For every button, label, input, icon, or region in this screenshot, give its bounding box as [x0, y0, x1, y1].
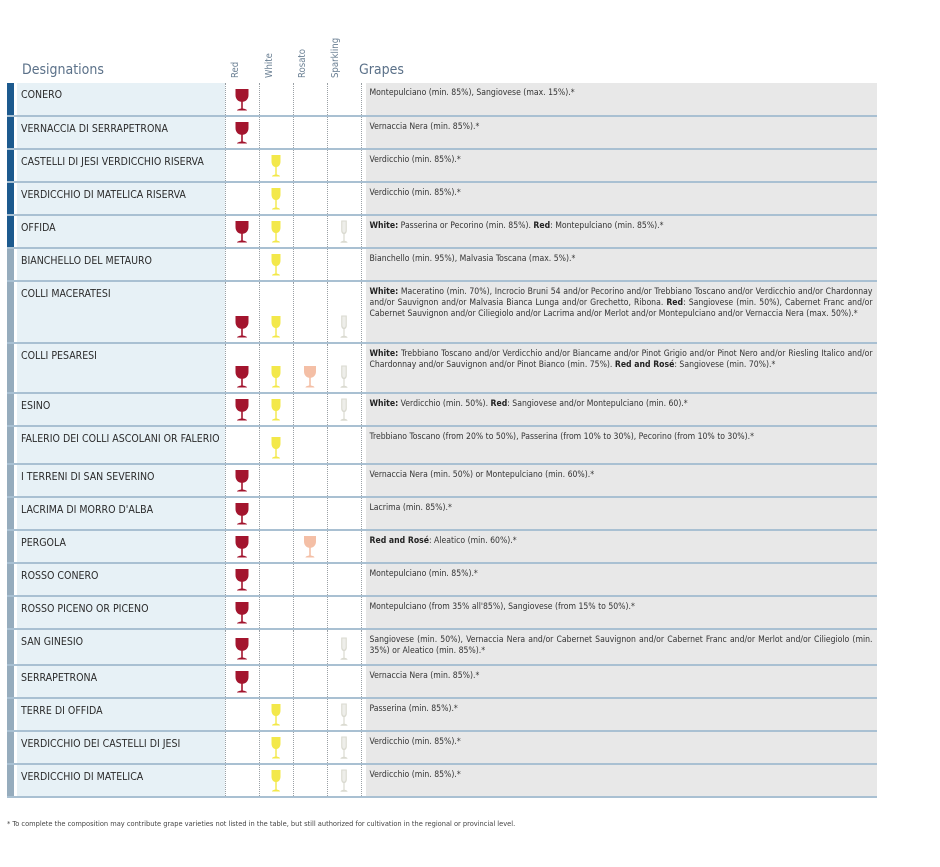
sparkling-cell: [327, 281, 361, 343]
table-row: [7, 596, 877, 629]
table-row: [7, 116, 877, 149]
grapes-text: Vernaccia Nera (min. 85%).*: [369, 122, 480, 132]
grapes-bold-label: Red and Rosé: [369, 536, 429, 546]
sparkling-cell: [327, 530, 361, 563]
sparkling-cell: [327, 343, 361, 393]
white-wine-glass-icon: [268, 703, 284, 727]
row-color-bar: [7, 343, 14, 393]
white-wine-glass-icon: [268, 220, 284, 244]
designation-name: ROSSO CONERO: [17, 563, 225, 596]
grapes-text: Verdicchio (min. 85%).*: [369, 737, 461, 747]
sparkling-cell: [327, 182, 361, 215]
red-wine-glass-icon: [234, 121, 250, 145]
red-wine-glass-icon: [234, 220, 250, 244]
white-cell: [259, 731, 293, 764]
rosato-cell: [293, 731, 327, 764]
red-header-cell: [230, 20, 242, 78]
grapes-text: Trebbiano Toscano (from 20% to 50%), Passerina (from 10% to 30%), Pecorino (from 10% to 30%).*: [369, 432, 754, 442]
grapes-text: Maceratino (min. 70%), Incrocio Bruni 54 and/or Pecorino and/or Trebbiano Toscano and/or Verdicchio and/or Chardonnay and/or Sauvignon and/or Malvasia Bianca Lunga and/or Grechetto, Ribona.: [369, 287, 873, 308]
table-row: [7, 530, 877, 563]
white-header-cell: [264, 20, 276, 78]
red-wine-glass-icon: [234, 315, 250, 339]
white-cell: [259, 497, 293, 530]
rosato-cell: [293, 698, 327, 731]
grapes-description: [366, 149, 877, 182]
designation-name: OFFIDA: [17, 215, 225, 248]
sparkling-flute-icon: [336, 365, 352, 389]
rosato-cell: [293, 563, 327, 596]
grapes-text: : Aleatico (min. 60%).*: [429, 536, 517, 546]
designation-name: COLLI MACERATESI: [17, 281, 225, 343]
white-cell: [259, 426, 293, 464]
row-color-bar: [7, 116, 14, 149]
white-cell: [259, 83, 293, 116]
rosato-cell: [293, 596, 327, 629]
grapes-description: [366, 764, 877, 797]
row-color-bar: [7, 563, 14, 596]
row-color-bar: [7, 281, 14, 343]
designation-name: I TERRENI DI SAN SEVERINO: [17, 464, 225, 497]
sparkling-cell: [327, 83, 361, 116]
rosato-cell: [293, 215, 327, 248]
white-header: White: [264, 53, 275, 78]
white-wine-glass-icon: [268, 736, 284, 760]
red-cell: [225, 281, 259, 343]
designation-name: FALERIO DEI COLLI ASCOLANI OR FALERIO: [17, 426, 225, 464]
white-cell: [259, 629, 293, 665]
rosato-cell: [293, 116, 327, 149]
grapes-text: Montepulciano (min. 85%), Sangiovese (max. 15%).*: [369, 88, 575, 98]
red-wine-glass-icon: [234, 502, 250, 526]
table-row: [7, 731, 877, 764]
grapes-bold-label: White:: [369, 349, 399, 359]
white-wine-glass-icon: [268, 365, 284, 389]
designation-name: LACRIMA DI MORRO D'ALBA: [17, 497, 225, 530]
grapes-description: [366, 497, 877, 530]
grapes-description: [366, 281, 877, 343]
red-wine-glass-icon: [234, 365, 250, 389]
grapes-text: Vernaccia Nera (min. 50%) or Montepulciano (min. 60%).*: [369, 470, 595, 480]
sparkling-flute-icon: [336, 637, 352, 661]
red-wine-glass-icon: [234, 601, 250, 625]
grapes-description: [366, 83, 877, 116]
grapes-description: [366, 530, 877, 563]
white-cell: [259, 665, 293, 698]
white-cell: [259, 698, 293, 731]
designation-name: ESINO: [17, 393, 225, 426]
white-wine-glass-icon: [268, 253, 284, 277]
rosato-header-cell: [297, 20, 309, 78]
grapes-description: [366, 426, 877, 464]
red-cell: [225, 116, 259, 149]
designation-name: VERNACCIA DI SERRAPETRONA: [17, 116, 225, 149]
rosato-cell: [293, 281, 327, 343]
rosato-cell: [293, 464, 327, 497]
designation-name: SAN GINESIO: [17, 629, 225, 665]
red-cell: [225, 182, 259, 215]
row-color-bar: [7, 149, 14, 182]
rosato-cell: [293, 764, 327, 797]
grapes-bold-label: Red: [533, 221, 551, 231]
white-cell: [259, 530, 293, 563]
grapes-text: Lacrima (min. 85%).*: [369, 503, 452, 513]
grapes-header: Grapes: [359, 62, 404, 78]
red-wine-glass-icon: [234, 535, 250, 559]
white-cell: [259, 149, 293, 182]
sparkling-cell: [327, 393, 361, 426]
table-row: [7, 248, 877, 281]
row-color-bar: [7, 426, 14, 464]
white-cell: [259, 393, 293, 426]
sparkling-cell: [327, 497, 361, 530]
white-cell: [259, 215, 293, 248]
sparkling-flute-icon: [336, 315, 352, 339]
table-row: [7, 393, 877, 426]
row-color-bar: [7, 393, 14, 426]
grapes-description: [366, 116, 877, 149]
white-cell: [259, 281, 293, 343]
row-color-bar: [7, 764, 14, 797]
grapes-description: [366, 248, 877, 281]
red-wine-glass-icon: [234, 469, 250, 493]
grapes-description: [366, 393, 877, 426]
designation-name: PERGOLA: [17, 530, 225, 563]
red-cell: [225, 426, 259, 464]
designation-name: BIANCHELLO DEL METAURO: [17, 248, 225, 281]
grapes-bold-label: White:: [369, 287, 399, 297]
sparkling-cell: [327, 596, 361, 629]
sparkling-cell: [327, 248, 361, 281]
grapes-text: Passerina (min. 85%).*: [369, 704, 458, 714]
footnote: * To complete the composition may contribute grape varieties not listed in the table, but still authorized for cultivation in the regional or provincial level.: [7, 819, 516, 828]
row-color-bar: [7, 215, 14, 248]
red-cell: [225, 596, 259, 629]
row-color-bar: [7, 182, 14, 215]
grapes-text: : Sangiovese (min. 70%).*: [674, 360, 776, 370]
white-wine-glass-icon: [268, 769, 284, 793]
red-cell: [225, 629, 259, 665]
rosato-wine-glass-icon: [302, 365, 318, 389]
table-row: [7, 629, 877, 665]
row-color-bar: [7, 248, 14, 281]
row-color-bar: [7, 665, 14, 698]
table-row: [7, 497, 877, 530]
grapes-bold-label: Red and Rosé: [614, 360, 675, 370]
white-cell: [259, 343, 293, 393]
designations-table: [7, 83, 877, 798]
row-color-bar: [7, 629, 14, 665]
row-color-bar: [7, 83, 14, 116]
red-wine-glass-icon: [234, 88, 250, 112]
grapes-description: [366, 563, 877, 596]
table-row: [7, 281, 877, 343]
sparkling-cell: [327, 149, 361, 182]
row-color-bar: [7, 731, 14, 764]
white-cell: [259, 182, 293, 215]
red-cell: [225, 248, 259, 281]
sparkling-cell: [327, 215, 361, 248]
sparkling-cell: [327, 563, 361, 596]
sparkling-flute-icon: [336, 703, 352, 727]
row-color-bar: [7, 698, 14, 731]
red-cell: [225, 764, 259, 797]
grapes-text: Montepulciano (min. 85%).*: [369, 569, 478, 579]
red-cell: [225, 698, 259, 731]
rosato-wine-glass-icon: [302, 535, 318, 559]
grapes-description: [366, 665, 877, 698]
rosato-cell: [293, 393, 327, 426]
grapes-description: [366, 629, 877, 665]
sparkling-flute-icon: [336, 398, 352, 422]
white-cell: [259, 596, 293, 629]
grapes-description: [366, 698, 877, 731]
red-header: Red: [230, 61, 241, 78]
red-cell: [225, 563, 259, 596]
red-cell: [225, 343, 259, 393]
white-cell: [259, 464, 293, 497]
red-cell: [225, 464, 259, 497]
grapes-bold-label: Red: [666, 298, 684, 308]
red-cell: [225, 83, 259, 116]
white-wine-glass-icon: [268, 187, 284, 211]
grapes-description: [366, 182, 877, 215]
designation-name: CASTELLI DI JESI VERDICCHIO RISERVA: [17, 149, 225, 182]
sparkling-flute-icon: [336, 220, 352, 244]
rosato-cell: [293, 426, 327, 464]
designation-name: CONERO: [17, 83, 225, 116]
grapes-text: : Sangiovese (min. 50%), Cabernet Franc and/or Cabernet Sauvignon and/or Ciliegiolo and/or Lacrima and/or Merlot and/or Montepulciano and/or Vernaccia Nera (max. 50%).*: [369, 298, 873, 319]
table-row: [7, 563, 877, 596]
sparkling-cell: [327, 731, 361, 764]
sparkling-header-cell: [330, 20, 342, 78]
grapes-description: [366, 731, 877, 764]
table-row: [7, 464, 877, 497]
row-color-bar: [7, 530, 14, 563]
table-row: [7, 83, 877, 116]
white-wine-glass-icon: [268, 154, 284, 178]
grapes-description: [366, 343, 877, 393]
white-cell: [259, 563, 293, 596]
grapes-bold-label: Red: [490, 399, 508, 409]
sparkling-cell: [327, 629, 361, 665]
designation-name: TERRE DI OFFIDA: [17, 698, 225, 731]
rosato-cell: [293, 83, 327, 116]
red-cell: [225, 393, 259, 426]
red-cell: [225, 215, 259, 248]
sparkling-cell: [327, 698, 361, 731]
sparkling-cell: [327, 426, 361, 464]
row-color-bar: [7, 464, 14, 497]
red-cell: [225, 149, 259, 182]
rosato-cell: [293, 248, 327, 281]
designations-header: Designations: [22, 62, 104, 78]
sparkling-cell: [327, 116, 361, 149]
designation-name: COLLI PESARESI: [17, 343, 225, 393]
row-color-bar: [7, 497, 14, 530]
grapes-text: Sangiovese (min. 50%), Vernaccia Nera and/or Cabernet Sauvignon and/or Cabernet Franc and/or Merlot and/or Ciliegiolo (min. 35%) or Aleatico (min. 85%).*: [369, 635, 873, 656]
red-cell: [225, 530, 259, 563]
table-row: [7, 426, 877, 464]
grapes-text: Montepulciano (from 35% all'85%), Sangiovese (from 15% to 50%).*: [369, 602, 635, 612]
red-wine-glass-icon: [234, 637, 250, 661]
red-cell: [225, 665, 259, 698]
grapes-text: Bianchello (min. 95%), Malvasia Toscana (max. 5%).*: [369, 254, 576, 264]
rosato-cell: [293, 629, 327, 665]
grapes-text: Verdicchio (min. 85%).*: [369, 155, 461, 165]
grapes-text: Passerina or Pecorino (min. 85%).: [398, 221, 534, 231]
sparkling-header: Sparkling: [330, 37, 341, 78]
row-color-bar: [7, 596, 14, 629]
white-wine-glass-icon: [268, 398, 284, 422]
designation-name: VERDICCHIO DI MATELICA RISERVA: [17, 182, 225, 215]
rosato-cell: [293, 343, 327, 393]
table-row: [7, 215, 877, 248]
rosato-cell: [293, 530, 327, 563]
table-row: [7, 149, 877, 182]
grapes-text: Trebbiano Toscano and/or Verdicchio and/or Biancame and/or Pinot Grigio and/or Pinot Nero and/or Riesling Italico and/or Chardonnay and/or Sauvignon and/or Pinot Bianco (min. 75%).: [369, 349, 873, 370]
grapes-text: Verdicchio (min. 85%).*: [369, 188, 461, 198]
white-wine-glass-icon: [268, 315, 284, 339]
grapes-text: : Montepulciano (min. 85%).*: [550, 221, 664, 231]
designation-name: VERDICCHIO DEI CASTELLI DI JESI: [17, 731, 225, 764]
white-cell: [259, 116, 293, 149]
table-row: [7, 764, 877, 797]
grapes-description: [366, 215, 877, 248]
white-wine-glass-icon: [268, 436, 284, 460]
designation-name: ROSSO PICENO OR PICENO: [17, 596, 225, 629]
rosato-cell: [293, 182, 327, 215]
sparkling-flute-icon: [336, 769, 352, 793]
rosato-cell: [293, 149, 327, 182]
sparkling-flute-icon: [336, 736, 352, 760]
red-cell: [225, 731, 259, 764]
grapes-bold-label: White:: [369, 221, 399, 231]
white-cell: [259, 764, 293, 797]
grapes-text: Verdicchio (min. 85%).*: [369, 770, 461, 780]
rosato-cell: [293, 497, 327, 530]
grapes-text: Verdicchio (min. 50%).: [398, 399, 491, 409]
red-cell: [225, 497, 259, 530]
table-row: [7, 698, 877, 731]
white-cell: [259, 248, 293, 281]
rosato-cell: [293, 665, 327, 698]
table-row: [7, 665, 877, 698]
grapes-description: [366, 596, 877, 629]
designation-name: SERRAPETRONA: [17, 665, 225, 698]
designation-name: VERDICCHIO DI MATELICA: [17, 764, 225, 797]
rosato-header: Rosato: [297, 48, 308, 78]
table-row: [7, 343, 877, 393]
sparkling-cell: [327, 665, 361, 698]
grapes-description: [366, 464, 877, 497]
grapes-bold-label: White:: [369, 399, 399, 409]
sparkling-cell: [327, 464, 361, 497]
sparkling-cell: [327, 764, 361, 797]
red-wine-glass-icon: [234, 670, 250, 694]
table-row: [7, 182, 877, 215]
red-wine-glass-icon: [234, 398, 250, 422]
red-wine-glass-icon: [234, 568, 250, 592]
grapes-text: : Sangiovese and/or Montepulciano (min. 60).*: [507, 399, 688, 409]
grapes-text: Vernaccia Nera (min. 85%).*: [369, 671, 480, 681]
